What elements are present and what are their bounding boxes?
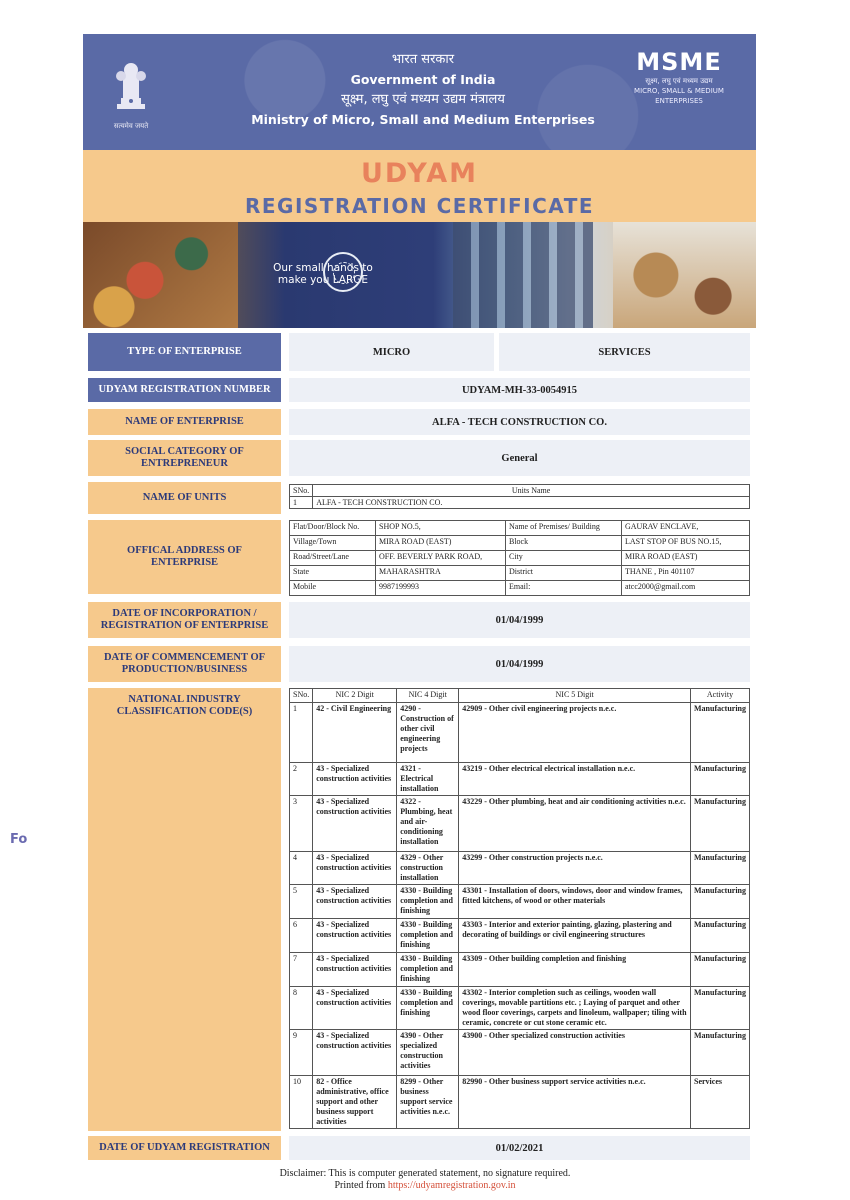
address-field-value: 9987199993 [376, 581, 506, 596]
nic-code-label: NATIONAL INDUSTRY CLASSIFICATION CODE(S) [116, 694, 253, 717]
english-ministry: Ministry of Micro, Small and Medium Enterprises [251, 112, 595, 127]
nic-5-digit: 43229 - Other plumbing, heat and air conditioning activities n.e.c. [459, 796, 691, 852]
table-row [290, 796, 750, 852]
english-government: Government of India [350, 72, 496, 87]
nic-header-cell: NIC 4 Digit [397, 689, 459, 703]
date-of-incorporation-label: DATE OF INCORPORATION / REGISTRATION OF ENTERPRISE [88, 602, 281, 638]
nic-sno: 9 [290, 1030, 313, 1076]
enterprise-type-value: MICRO [289, 333, 494, 371]
msme-logo-text: MSME [636, 48, 722, 76]
nic-sno: 10 [290, 1076, 313, 1129]
nic-2-digit: 42 - Civil Engineering [313, 703, 397, 763]
office-photo [453, 222, 593, 328]
table-row [290, 953, 750, 987]
nic-4-digit: 4322 - Plumbing, heat and air-conditioning installation [397, 796, 459, 852]
address-field-value: THANE , Pin 401107 [622, 566, 750, 581]
nic-4-digit: 8299 - Other business support service activities n.e.c. [397, 1076, 459, 1129]
title-udyam: UDYAM [360, 158, 479, 189]
address-table-box [289, 520, 750, 596]
printed-from-prefix: Printed from [334, 1180, 388, 1191]
table-row [290, 703, 750, 763]
table-row [290, 581, 750, 596]
units-header-sno: SNo. [290, 485, 313, 497]
udyam-registration-number-label: UDYAM REGISTRATION NUMBER [88, 378, 281, 402]
nic-sno: 1 [290, 703, 313, 763]
name-of-enterprise-label: NAME OF ENTERPRISE [88, 409, 281, 435]
nic-5-digit: 43299 - Other construction projects n.e.c. [459, 852, 691, 885]
table-row [290, 852, 750, 885]
units-cell: 1 [290, 497, 313, 509]
government-title-block [233, 50, 613, 130]
nic-2-digit: 43 - Specialized construction activities [313, 852, 397, 885]
footer [0, 1168, 850, 1192]
table-row [290, 551, 750, 566]
address-field-label: State [290, 566, 376, 581]
table-row [290, 763, 750, 796]
nic-4-digit: 4321 - Electrical installation [397, 763, 459, 796]
date-of-udyam-registration-label: DATE OF UDYAM REGISTRATION [88, 1136, 281, 1160]
nic-activity: Manufacturing [691, 796, 750, 852]
address-field-label: Village/Town [290, 536, 376, 551]
address-field-label: District [506, 566, 622, 581]
nic-2-digit: 43 - Specialized construction activities [313, 919, 397, 953]
address-field-value: MAHARASHTRA [376, 566, 506, 581]
enterprise-sector-value: SERVICES [499, 333, 750, 371]
date-of-udyam-registration-value: 01/02/2021 [289, 1136, 750, 1160]
tagline-line-2: make you LARGE [277, 274, 369, 286]
official-address-label: OFFICAL ADDRESS OF ENTERPRISE [88, 520, 281, 594]
nic-sno: 4 [290, 852, 313, 885]
nic-header-row [290, 689, 750, 703]
nic-4-digit: 4390 - Other specialized construction activities [397, 1030, 459, 1076]
title-registration-certificate: REGISTRATION CERTIFICATE [244, 194, 595, 218]
nic-4-digit: 4329 - Other construction installation [397, 852, 459, 885]
address-table [289, 520, 750, 596]
address-field-label: Mobile [290, 581, 376, 596]
printed-from-url[interactable]: https://udyamregistration.gov.in [387, 1180, 516, 1191]
nic-5-digit: 43309 - Other building completion and finishing [459, 953, 691, 987]
nic-activity: Manufacturing [691, 953, 750, 987]
name-of-units-label: NAME OF UNITS [88, 482, 281, 514]
address-field-value: MIRA ROAD (EAST) [376, 536, 506, 551]
name-of-enterprise-value: ALFA - TECH CONSTRUCTION CO. [289, 409, 750, 435]
units-header-name: Units Name [313, 485, 750, 497]
nic-sno: 7 [290, 953, 313, 987]
banner-image [83, 222, 756, 328]
table-row [290, 497, 750, 509]
nic-sno: 3 [290, 796, 313, 852]
nic-5-digit: 42909 - Other civil engineering projects n.e.c. [459, 703, 691, 763]
nic-header-cell: Activity [691, 689, 750, 703]
nic-2-digit: 43 - Specialized construction activities [313, 1030, 397, 1076]
nic-header-cell: SNo. [290, 689, 313, 703]
address-field-value: SHOP NO.5, [376, 521, 506, 536]
government-header [83, 34, 756, 150]
address-field-label: Block [506, 536, 622, 551]
table-row [290, 987, 750, 1030]
nic-activity: Manufacturing [691, 919, 750, 953]
nic-5-digit: 43303 - Interior and exterior painting, glazing, plastering and decorating of buildings or civil engineering structures [459, 919, 691, 953]
nic-2-digit: 43 - Specialized construction activities [313, 953, 397, 987]
nic-label-panel [88, 688, 281, 1131]
nic-activity: Manufacturing [691, 987, 750, 1030]
emblem-caption: सत्यमेव जयते [113, 122, 149, 130]
nic-table-box [289, 688, 750, 1129]
nic-5-digit: 43301 - Installation of doors, windows, door and window frames, fitted kitchens, of wood or other materials [459, 885, 691, 919]
msme-english-subtitle: MICRO, SMALL & MEDIUM ENTERPRISES [634, 87, 724, 105]
national-emblem-icon [109, 52, 153, 122]
table-row [290, 919, 750, 953]
nic-4-digit: 4330 - Building completion and finishing [397, 919, 459, 953]
msme-hindi-subtitle: सूक्ष्म, लघु एवं मध्यम उद्यम [645, 77, 713, 85]
table-row [290, 1076, 750, 1129]
nic-activity: Manufacturing [691, 885, 750, 919]
table-row [290, 1030, 750, 1076]
nic-5-digit: 43302 - Interior completion such as ceilings, wooden wall coverings, movable partitions etc. ; Laying of parquet and other wood floor coverings, carpets and linoleum, wallpaper; tiling with ceramic, concrete or cut stone ceramic etc. [459, 987, 691, 1030]
address-field-value: LAST STOP OF BUS NO.15, [622, 536, 750, 551]
address-field-label: City [506, 551, 622, 566]
charkha-wheel-icon [323, 252, 363, 292]
hindi-ministry: सूक्ष्म, लघु एवं मध्यम उद्यम मंत्रालय [341, 92, 505, 107]
nic-4-digit: 4330 - Building completion and finishing [397, 885, 459, 919]
nic-sno: 2 [290, 763, 313, 796]
nic-activity: Manufacturing [691, 703, 750, 763]
type-of-enterprise-label: TYPE OF ENTERPRISE [88, 333, 281, 371]
udyam-registration-number-value: UDYAM-MH-33-0054915 [289, 378, 750, 402]
nic-4-digit: 4290 - Construction of other civil engineering projects [397, 703, 459, 763]
nic-5-digit: 43900 - Other specialized construction activities [459, 1030, 691, 1076]
table-row [290, 521, 750, 536]
date-of-commencement-label: DATE OF COMMENCEMENT OF PRODUCTION/BUSINESS [88, 646, 281, 682]
address-field-value: OFF. BEVERLY PARK ROAD, [376, 551, 506, 566]
table-row [290, 536, 750, 551]
nic-5-digit: 82990 - Other business support service activities n.e.c. [459, 1076, 691, 1129]
nic-sno: 8 [290, 987, 313, 1030]
nic-sno: 5 [290, 885, 313, 919]
nic-2-digit: 43 - Specialized construction activities [313, 885, 397, 919]
certificate-title-band [83, 150, 756, 222]
social-category-value: General [289, 440, 750, 476]
nic-header-cell: NIC 2 Digit [313, 689, 397, 703]
social-category-label: SOCIAL CATEGORY OF ENTREPRENEUR [88, 440, 281, 476]
nic-4-digit: 4330 - Building completion and finishing [397, 987, 459, 1030]
nic-header-cell: NIC 5 Digit [459, 689, 691, 703]
side-margin-mark: Fo [10, 832, 28, 847]
nic-sno: 6 [290, 919, 313, 953]
nic-table [289, 688, 750, 1129]
address-field-value: atcc2000@gmail.com [622, 581, 750, 596]
tagline-line-1: Our small hands to [273, 262, 373, 274]
nic-activity: Manufacturing [691, 1030, 750, 1076]
nic-2-digit: 82 - Office administrative, office support and other business support activities [313, 1076, 397, 1129]
nic-2-digit: 43 - Specialized construction activities [313, 987, 397, 1030]
units-table-box [289, 484, 750, 509]
msme-logo [620, 48, 738, 106]
nic-2-digit: 43 - Specialized construction activities [313, 796, 397, 852]
date-of-commencement-value: 01/04/1999 [289, 646, 750, 682]
address-field-label: Email: [506, 581, 622, 596]
nic-5-digit: 43219 - Other electrical electrical installation n.e.c. [459, 763, 691, 796]
address-field-label: Flat/Door/Block No. [290, 521, 376, 536]
hindi-government: भारत सरकार [391, 52, 455, 67]
disclaimer-text: Disclaimer: This is computer generated statement, no signature required. [279, 1168, 571, 1179]
workshop-photo [613, 222, 756, 328]
nic-activity: Manufacturing [691, 852, 750, 885]
address-field-value: MIRA ROAD (EAST) [622, 551, 750, 566]
date-of-incorporation-value: 01/04/1999 [289, 602, 750, 638]
address-field-label: Road/Street/Lane [290, 551, 376, 566]
units-cell: ALFA - TECH CONSTRUCTION CO. [313, 497, 750, 509]
units-table [289, 484, 750, 509]
nic-4-digit: 4330 - Building completion and finishing [397, 953, 459, 987]
address-field-label: Name of Premises/ Building [506, 521, 622, 536]
table-row [290, 885, 750, 919]
printed-from-line [0, 1180, 850, 1192]
nic-activity: Services [691, 1076, 750, 1129]
table-row [290, 566, 750, 581]
artisan-photo [83, 222, 238, 328]
address-field-value: GAURAV ENCLAVE, [622, 521, 750, 536]
nic-2-digit: 43 - Specialized construction activities [313, 763, 397, 796]
nic-activity: Manufacturing [691, 763, 750, 796]
